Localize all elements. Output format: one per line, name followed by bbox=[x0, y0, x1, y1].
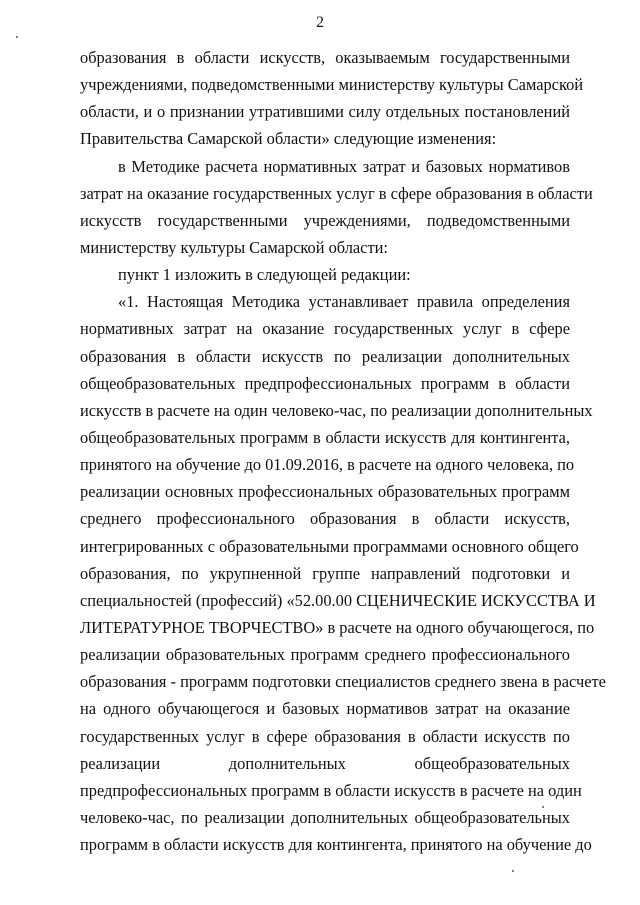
text-line: реализации дополнительных общеобразовательных bbox=[80, 753, 570, 773]
text-line: искусств в расчете на один человеко-час, по реализации дополнительных bbox=[80, 400, 593, 420]
text-line: пункт 1 изложить в следующей редакции: bbox=[118, 265, 411, 285]
text-line: предпрофессиональных программ в области искусств в расчете на один bbox=[80, 780, 582, 800]
scan-speck bbox=[16, 36, 18, 38]
text-line: среднего профессионального образования в области искусств, bbox=[80, 509, 570, 529]
text-line: Правительства Самарской области» следующие изменения: bbox=[80, 129, 497, 149]
text-line: принятого на обучение до 01.09.2016, в расчете на одного человека, по bbox=[80, 455, 575, 475]
page-number: 2 bbox=[316, 14, 324, 31]
text-line: на одного обучающегося и базовых нормативов затрат на оказание bbox=[80, 699, 570, 719]
text-line: нормативных затрат на оказание государственных услуг в сфере bbox=[80, 319, 570, 339]
text-line: реализации образовательных программ среднего профессионального bbox=[80, 645, 570, 665]
text-line: затрат на оказание государственных услуг в сфере образования в области bbox=[80, 183, 593, 203]
text-line: учреждениями, подведомственными министерству культуры Самарской bbox=[80, 75, 584, 95]
text-line: государственных услуг в сфере образования в области искусств по bbox=[80, 726, 570, 746]
text-line: в Методике расчета нормативных затрат и базовых нормативов bbox=[118, 156, 570, 176]
scan-speck bbox=[542, 806, 544, 808]
text-line: специальностей (профессий) «52.00.00 СЦЕНИЧЕСКИЕ ИСКУССТВА И bbox=[80, 590, 596, 610]
text-line: министерству культуры Самарской области: bbox=[80, 237, 388, 257]
text-line: «1. Настоящая Методика устанавливает правила определения bbox=[118, 292, 570, 312]
text-line: искусств государственными учреждениями, подведомственными bbox=[80, 210, 570, 230]
text-line: образования в области искусств, оказываемым государственными bbox=[80, 48, 570, 67]
text-line: программ в области искусств для контингента, принятого на обучение до bbox=[80, 835, 592, 855]
document-body bbox=[80, 44, 606, 858]
text-line: интегрированных с образовательными программами основного общего bbox=[80, 536, 579, 556]
text-line: образования - программ подготовки специалистов среднего звена в расчете bbox=[80, 672, 606, 692]
text-line: области, и о признании утратившими силу отдельных постановлений bbox=[80, 102, 570, 122]
text-line: реализации основных профессиональных образовательных программ bbox=[80, 482, 570, 502]
text-line: общеобразовательных предпрофессиональных программ в области bbox=[80, 373, 570, 393]
text-line: человеко-час, по реализации дополнительных общеобразовательных bbox=[80, 807, 570, 827]
text-line: образования, по укрупненной группе направлений подготовки и bbox=[80, 563, 570, 583]
scan-speck bbox=[512, 870, 514, 872]
text-line: ЛИТЕРАТУРНОЕ ТВОРЧЕСТВО» в расчете на одного обучающегося, по bbox=[80, 617, 595, 637]
text-line: образования в области искусств по реализации дополнительных bbox=[80, 346, 570, 366]
text-line: общеобразовательных программ в области искусств для контингента, bbox=[80, 427, 570, 447]
